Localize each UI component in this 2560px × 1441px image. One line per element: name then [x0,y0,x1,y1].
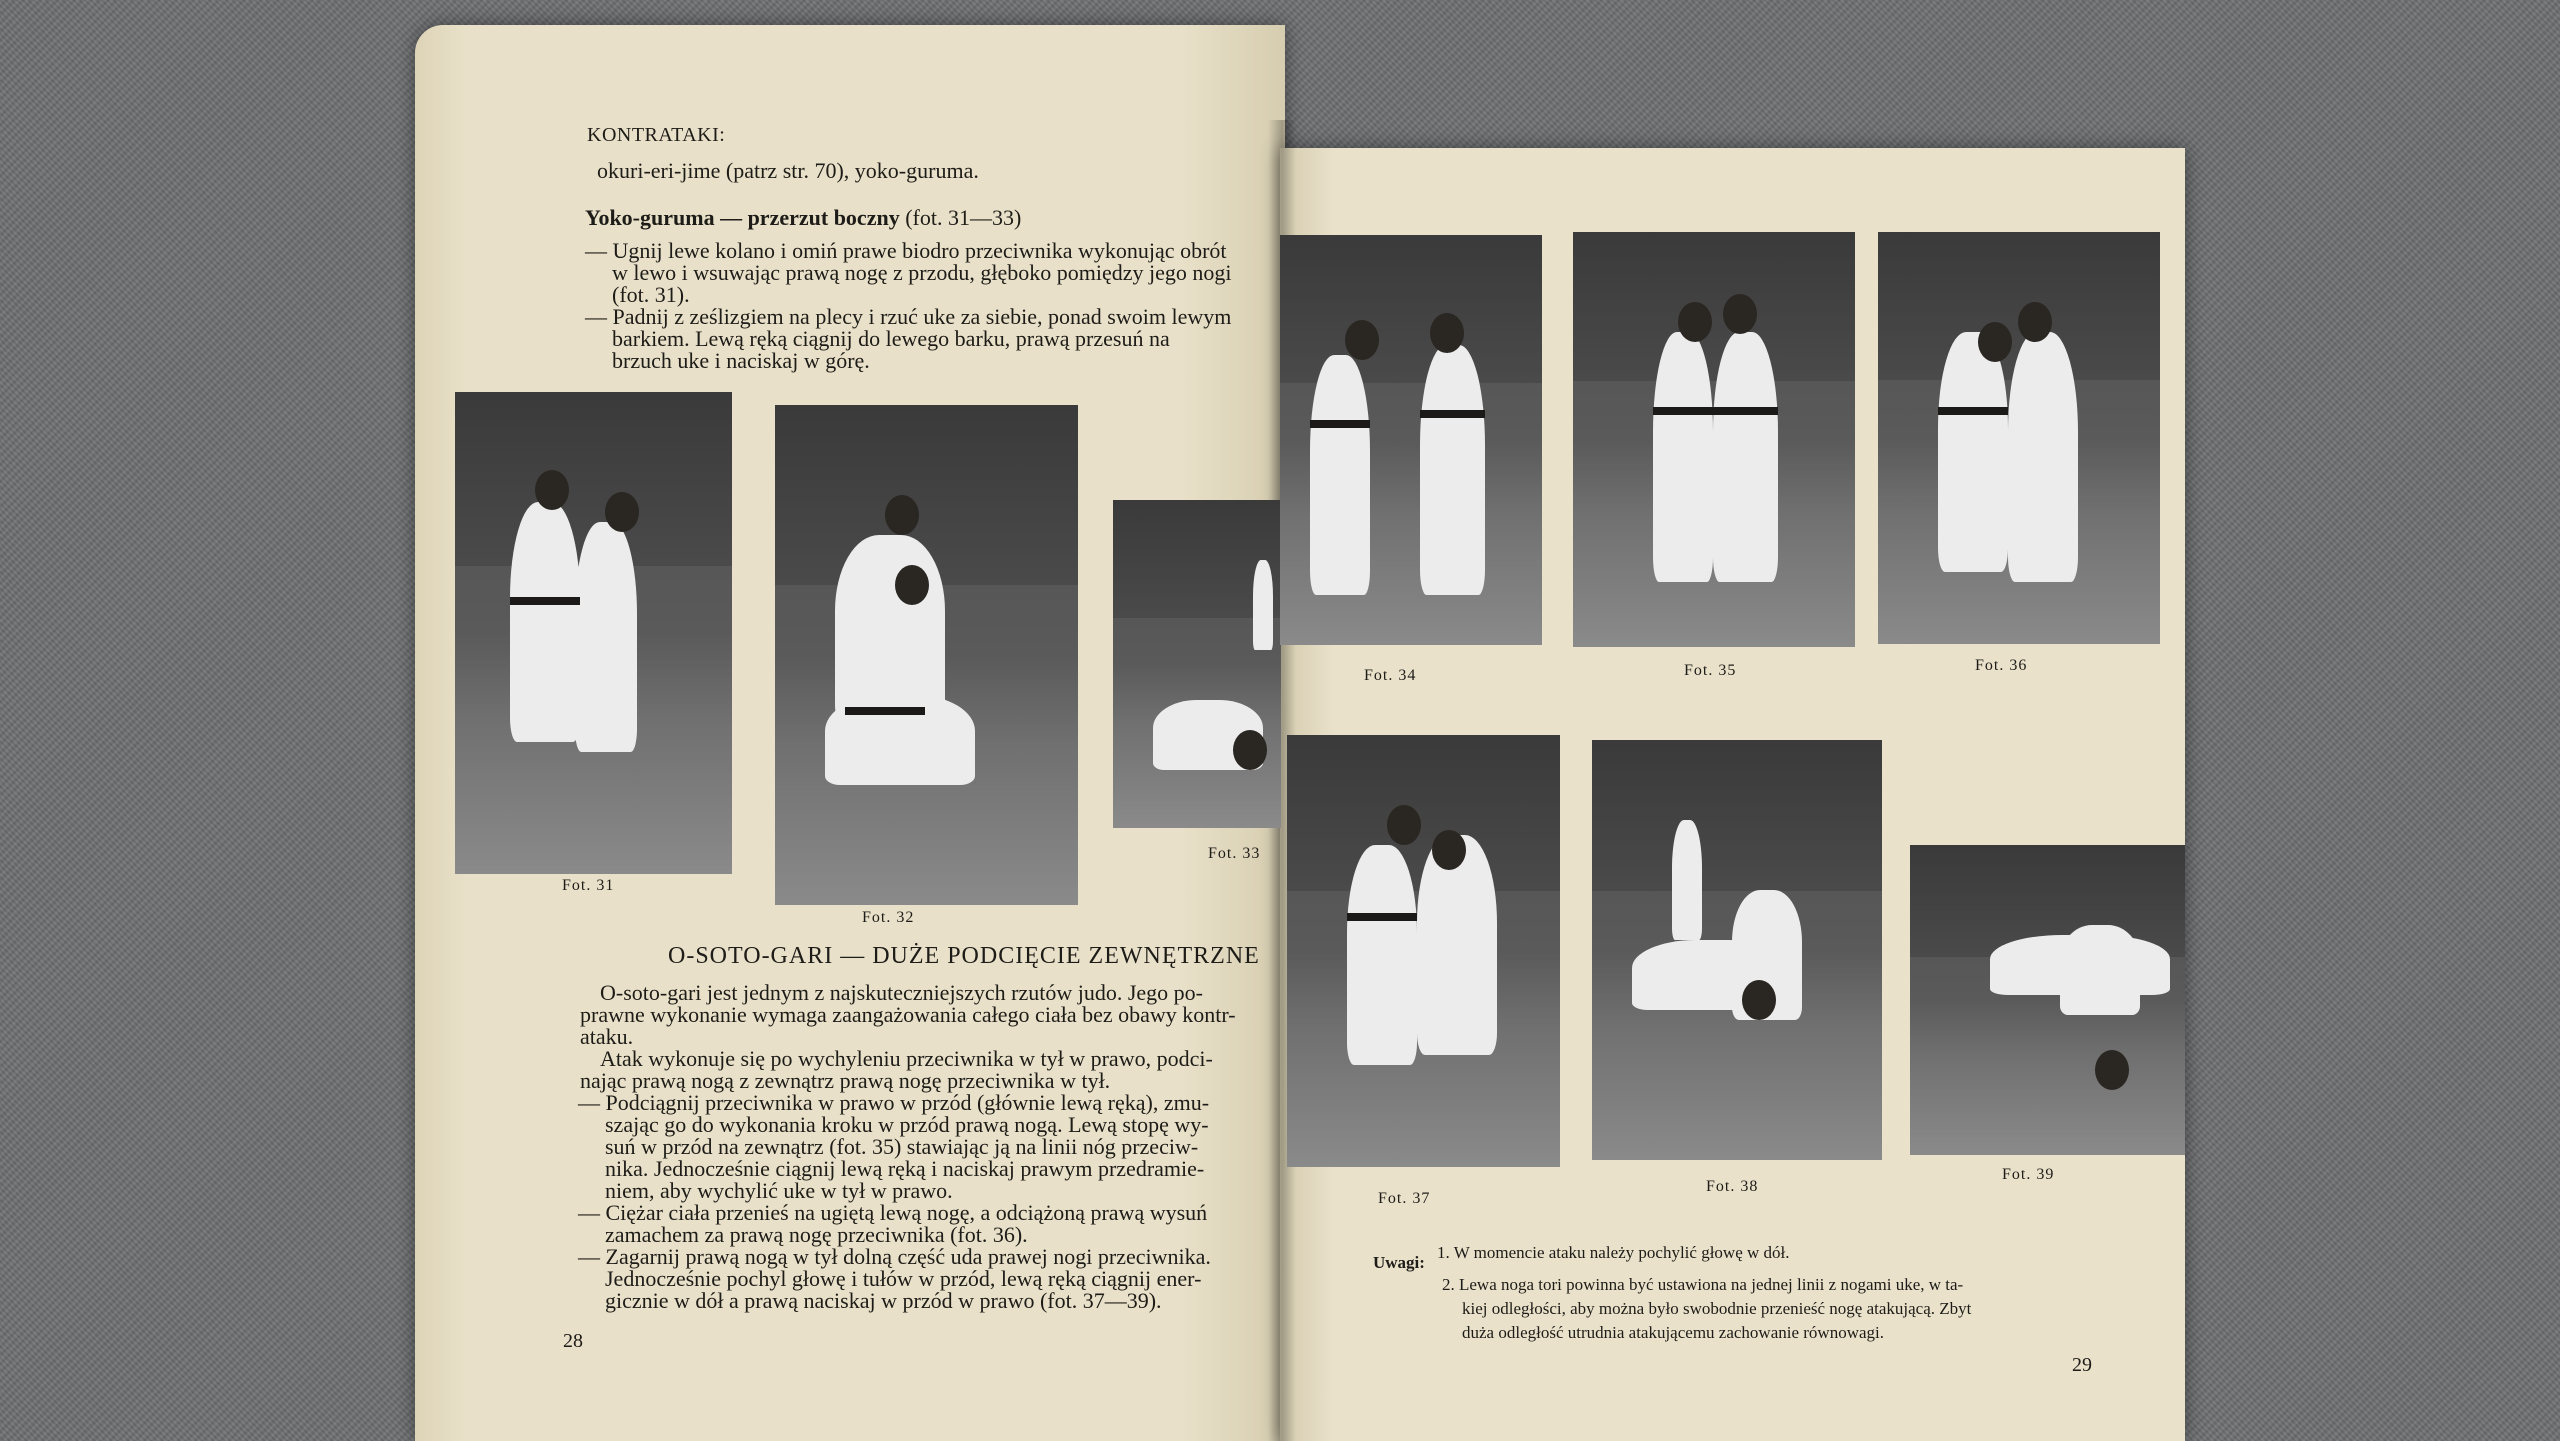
page-number-right: 29 [2072,1354,2092,1376]
step-line: barkiem. Lewą ręką ciągnij do lewego barku, prawą przesuń na [612,326,1170,351]
paragraph-line: — Zagarnij prawą nogą w tył dolną część uda prawej nogi przeciwnika. [578,1244,1211,1269]
caption-fot-36: Fot. 36 [1975,657,2028,674]
notes-label-text: Uwagi: [1373,1253,1425,1272]
photo-fot-38 [1592,740,1882,1160]
subhead [585,205,1021,231]
paragraph-line: — Podciągnij przeciwnika w prawo w przód (głównie lewą ręką), zmu- [578,1090,1210,1115]
photo-fot-39 [1910,845,2185,1155]
caption-fot-33: Fot. 33 [1208,845,1261,862]
step-line: — Padnij z ześlizgiem na plecy i rzuć uke za siebie, ponad swoim lewym [585,304,1232,329]
caption-fot-32: Fot. 32 [862,909,915,926]
photo-fot-37 [1287,735,1560,1167]
photo-fot-31 [455,392,732,874]
caption-fot-39: Fot. 39 [2002,1166,2055,1183]
paragraph-line: zamachem za prawą nogę przeciwnika (fot. 36). [605,1222,1028,1247]
paragraph-line: Jednocześnie pochyl głowę i tułów w przód, lewą ręką ciągnij ener- [605,1266,1202,1291]
paragraph-line: nając prawą nogą z zewnątrz prawą nogę przeciwnika w tył. [580,1068,1111,1093]
paragraph-line: — Ciężar ciała przenieś na ugiętą lewą nogę, a odciążoną prawą wysuń [578,1200,1208,1225]
caption-fot-34: Fot. 34 [1364,667,1417,684]
subhead-bold: Yoko-guruma — przerzut boczny [585,205,900,230]
step-line: brzuch uke i naciskaj w górę. [612,348,870,373]
photo-fot-32 [775,405,1078,905]
caption-fot-38: Fot. 38 [1706,1178,1759,1195]
caption-fot-37: Fot. 37 [1378,1190,1431,1207]
counters-label: KONTRATAKI: [587,124,726,146]
step-line: — Ugnij lewe kolano i omiń prawe biodro przeciwnika wykonując obrót [585,238,1227,263]
subhead-ref: (fot. 31—33) [905,205,1022,230]
paragraph-line: ataku. [580,1024,634,1049]
photo-fot-33 [1113,500,1281,828]
photo-fot-35 [1573,232,1855,647]
caption-fot-31: Fot. 31 [562,877,615,894]
paragraph-line: O-soto-gari jest jednym z najskuteczniejszych rzutów judo. Jego po- [600,980,1204,1005]
note-line: 1. W momencie ataku należy pochylić głowę w dół. [1437,1243,1790,1262]
counters-text: okuri-eri-jime (patrz str. 70), yoko-guruma. [597,158,979,183]
paragraph-line: prawne wykonanie wymaga zaangażowania całego ciała bez obawy kontr- [580,1002,1236,1027]
paragraph-line: szając go do wykonania kroku w przód prawą nogą. Lewą stopę wy- [605,1112,1209,1137]
paragraph-line: Atak wykonuje się po wychyleniu przeciwnika w tył w prawo, podci- [600,1046,1213,1071]
caption-fot-35: Fot. 35 [1684,662,1737,679]
note-line: kiej odległości, aby można było swobodnie przenieść nogę atakującą. Zbyt [1462,1299,1972,1318]
note-line: 2. Lewa noga tori powinna być ustawiona na jednej linii z nogami uke, w ta- [1442,1275,1964,1294]
note-line: duża odległość utrudnia atakującemu zachowanie równowagi. [1462,1323,1885,1342]
notes-label [1373,1250,1425,1276]
section-title: O-SOTO-GARI — DUŻE PODCIĘCIE ZEWNĘTRZNE [668,943,1260,969]
paragraph-line: niem, aby wychylić uke w tył w prawo. [605,1178,953,1203]
step-line: (fot. 31). [612,282,690,307]
paragraph-line: suń w przód na zewnątrz (fot. 35) stawiając ją na linii nóg przeciw- [605,1134,1199,1159]
photo-fot-36 [1878,232,2160,644]
step-line: w lewo i wsuwając prawą nogę z przodu, głęboko pomiędzy jego nogi [612,260,1232,285]
photo-fot-34 [1280,235,1542,645]
paragraph-line: gicznie w dół a prawą naciskaj w przód w prawo (fot. 37—39). [605,1288,1162,1313]
paragraph-line: nika. Jednocześnie ciągnij lewą ręką i naciskaj prawym przedramie- [605,1156,1205,1181]
page-number-left: 28 [563,1330,583,1352]
